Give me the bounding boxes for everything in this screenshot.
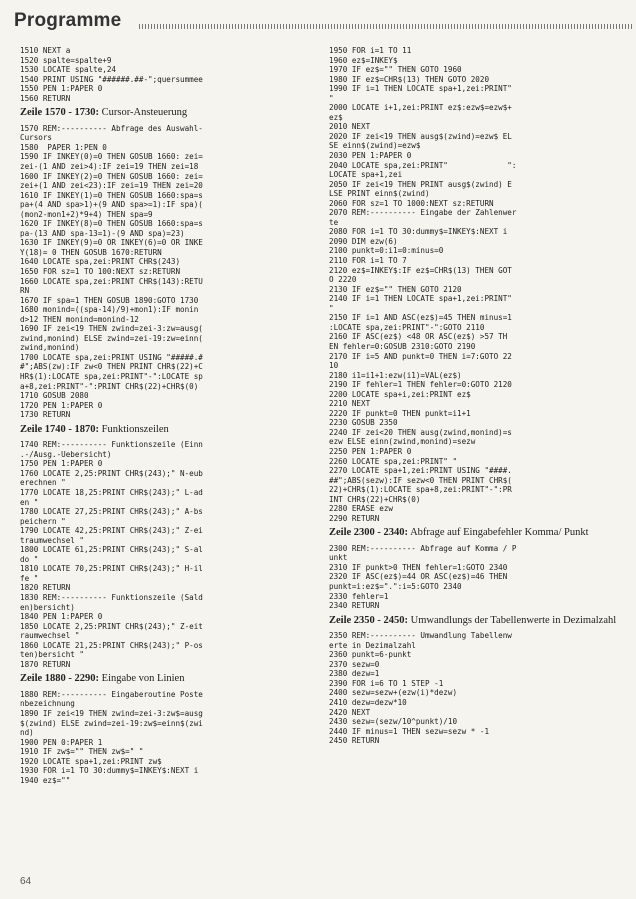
section-heading [329, 615, 621, 627]
section-range: Zeile 1740 - 1870: [20, 423, 100, 435]
section-title: Umwandlungs der Tabellenwerte in Dezimalzahl [410, 614, 617, 626]
code-listing: 1510 NEXT a 1520 spalte=spalte+9 1530 LOCATE spalte,24 1540 PRINT USING "######.##-";quersummee 1550 PEN 1:PAPER 0 1560 RETURN [20, 46, 203, 103]
code-listing: 1740 REM:---------- Funktionszeile (Einn .-/Ausg.-Uebersicht) 1750 PEN 1:PAPER 0 1760 LOCATE 2,25:PRINT CHR$(243);" N-eub erechnen " 1770 LOCATE 18,25:PRINT CHR$(243);" L-ad en " 1780 LOCATE 27,25:PRINT CHR$(243);" A-bs peichern " 1790 LOCATE 42,25:PRINT CHR$(243);" Z-ei traumwechsel " 1800 LOCATE 61,25:PRINT CHR$(243);" S-al do " 1810 LOCATE 70,25:PRINT CHR$(243);" H-il fe " 1820 RETURN 1830 REM:---------- Funktionszeile (Sald en)bersicht) 1840 PEN 1:PAPER 0 1850 LOCATE 2,25:PRINT CHR$(243);" Z-eit raumwechsel " 1860 LOCATE 21,25:PRINT CHR$(243);" P-os ten)bersicht " 1870 RETURN [20, 440, 203, 669]
section-heading [329, 527, 621, 539]
right-column [329, 46, 621, 746]
section-title: Cursor-Ansteuerung [101, 107, 188, 119]
left-column [20, 46, 309, 785]
code-listing: 1950 FOR i=1 TO 11 1960 ez$=INKEY$ 1970 IF ez$="" THEN GOTO 1960 1980 IF ez$=CHR$(13) THEN GOTO 2020 1990 IF i=1 THEN LOCATE spa+1,zei:PRINT" " 2000 LOCATE i+1,zei:PRINT ez$:ezw$=ezw$+ ez$ 2010 NEXT 2020 IF zei<19 THEN ausg$(zwind)=ezw$ EL SE einn$(zwind)=ezw$ 2030 PEN 1:PAPER 0 2040 LOCATE spa,zei:PRINT" ": LOCATE spa+1,zei 2050 IF zei<19 THEN PRINT ausg$(zwind) E LSE PRINT einn$(zwind) 2060 FOR sz=1 TO 1000:NEXT sz:RETURN 2070 REM:---------- Eingabe der Zahlenwer te 2080 FOR i=1 TO 30:dummy$=INKEY$:NEXT i 2090 DIM ezw(6) 2100 punkt=0:i1=0:minus=0 2110 FOR i=1 TO 7 2120 ez$=INKEY$:IF ez$=CHR$(13) THEN GOT O 2220 2130 IF ez$="" THEN GOTO 2120 2140 IF i=1 THEN LOCATE spa+1,zei:PRINT" " 2150 IF i=1 AND ASC(ez$)=45 THEN minus=1 :LOCATE spa,zei:PRINT"-":GOTO 2110 2160 IF ASC(ez$) <48 OR ASC(ez$) >57 TH EN fehler=0:GOSUB 2310:GOTO 2190 2170 IF i=5 AND punkt=0 THEN i=7:GOTO 22 10 2180 i1=i1+1:ezw(i1)=VAL(ez$) 2190 IF fehler=1 THEN fehler=0:GOTO 2120 2200 LOCATE spa+i,zei:PRINT ez$ 2210 NEXT 2220 IF punkt=0 THEN punkt=i1+1 2230 GOSUB 2350 2240 IF zei<20 THEN ausg(zwind,monind)=s ezw ELSE einn(zwind,monind)=sezw 2250 PEN 1:PAPER 0 2260 LOCATE spa,zei:PRINT" " 2270 LOCATE spa+1,zei:PRINT USING "####. ##";ABS(sezw):IF sezw<0 THEN PRINT CHR$( 22)+CHR$(1):LOCATE spa+8,zei:PRINT"-":PR INT CHR$(22)+CHR$(0) 2280 ERASE ezw 2290 RETURN [329, 46, 517, 523]
section-range: Zeile 2350 - 2450: [329, 614, 409, 626]
section-range: Zeile 1880 - 2290: [20, 673, 100, 685]
section-heading [20, 107, 309, 119]
code-listing: 2350 REM:---------- Umwandlung Tabellenw erte in Dezimalzahl 2360 punkt=6-punkt 2370 sezw=0 2380 dezw=1 2390 FOR i=6 TO 1 STEP -1 2400 sezw=sezw+(ezw(i)*dezw) 2410 dezw=dezw*10 2420 NEXT 2430 sezw=(sezw/10^punkt)/10 2440 IF minus=1 THEN sezw=sezw * -1 2450 RETURN [329, 631, 512, 746]
section-title: Abfrage auf Eingabefehler Komma/ Punkt [410, 527, 589, 539]
page-header [14, 8, 632, 38]
section-heading [20, 673, 309, 685]
section-range: Zeile 2300 - 2340: [329, 527, 409, 539]
section-range: Zeile 1570 - 1730: [20, 107, 100, 119]
code-listing: 1570 REM:---------- Abfrage des Auswahl- Cursors 1580 PAPER 1:PEN 0 1590 IF INKEY(0)=0 THEN GOSUB 1660: zei= zei-(1 AND zei>4):IF zei=19 THEN zei=18 1600 IF INKEY(2)=0 THEN GOSUB 1660: zei= zei+(1 AND zei<23):IF zei=19 THEN zei=20 1610 IF INKEY(1)=0 THEN GOSUB 1660:spa=s pa+(4 AND spa>1)+(9 AND spa>=1):IF spa)( (mon2-mon1+2)*9+4) THEN spa=9 1620 IF INKEY(8)=0 THEN GOSUB 1660:spa=s pa-(13 AND spa-13=1)-(9 AND spa)=23) 1630 IF INKEY(9)=0 OR INKEY(6)=0 OR INKE Y(18)= 0 THEN GOSUB 1670:RETURN 1640 LOCATE spa,zei:PRINT CHR$(243) 1650 FOR sz=1 TO 100:NEXT sz:RETURN 1660 LOCATE spa,zei:PRINT CHR$(143):RETU RN 1670 IF spa=1 THEN GOSUB 1890:GOTO 1730 1680 monind=((spa-14)/9)+mon1):IF monin d>12 THEN monind=monind-12 1690 IF zei<19 THEN zwind=zei-3:zw=ausg( zwind,monind) ELSE zwind=zei-19:zw=einn( zwind,monind) 1700 LOCATE spa,zei:PRINT USING "#####.# #";ABS(zw):IF zw<0 THEN PRINT CHR$(22)+C HR$(1):LOCATE spa,zei:PRINT"-":LOCATE sp a+8,zei:PRINT"-":PRINT CHR$(22)+CHR$(0) 1710 GOSUB 2080 1720 PEN 1:PAPER 0 1730 RETURN [20, 123, 203, 420]
header-rule [139, 24, 632, 29]
section-heading [20, 424, 309, 436]
section-title: Funktionszeilen [101, 423, 169, 435]
section-title: Eingabe von Linien [101, 673, 185, 685]
code-listing: 2300 REM:---------- Abfrage auf Komma / P unkt 2310 IF punkt>0 THEN fehler=1:GOTO 2340 2320 IF ASC(ez$)=44 OR ASC(ez$)=46 THEN punkt=i:ez$=".":i=5:GOTO 2340 2330 fehler=1 2340 RETURN [329, 543, 517, 611]
page-number: 64 [20, 876, 32, 887]
code-listing: 1880 REM:---------- Eingaberoutine Poste nbezeichnung 1890 IF zei<19 THEN zwind=zei-3:zw$=ausg $(zwind) ELSE zwind=zei-19:zw$=einn$(zwi nd) 1900 PEN 0:PAPER 1 1910 IF zw$="" THEN zw$=" " 1920 LOCATE spa+1,zei:PRINT zw$ 1930 FOR i=1 TO 30:dummy$=INKEY$:NEXT i 1940 ez$="" [20, 689, 203, 785]
page-title: Programme [14, 10, 122, 31]
